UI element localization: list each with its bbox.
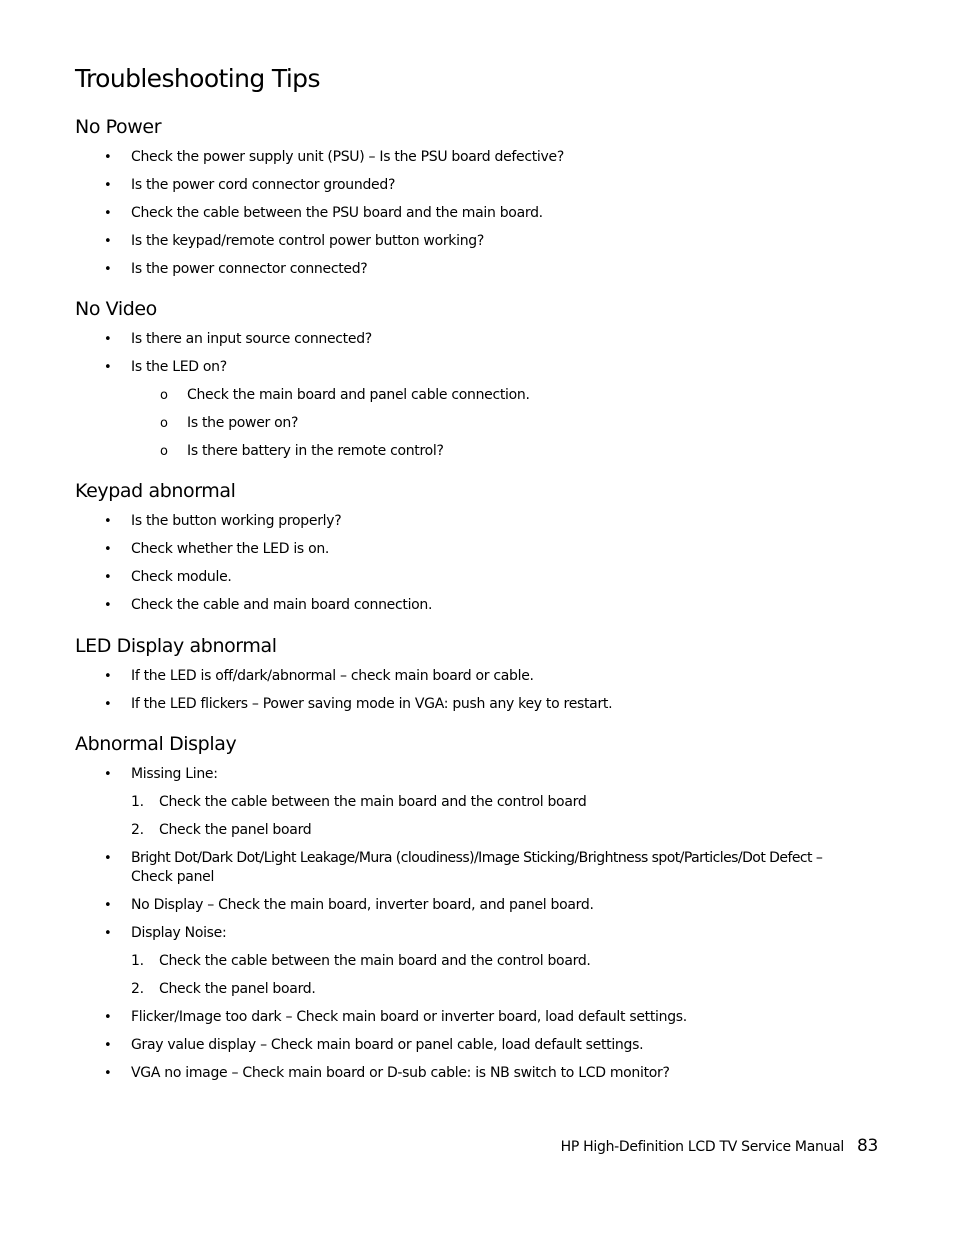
list-item: Is the LED on? — [131, 359, 227, 375]
list-item: Missing Line: — [131, 766, 218, 782]
step-number: 2. — [131, 981, 144, 997]
step-number: 2. — [131, 822, 144, 838]
bullet: • — [104, 898, 112, 913]
list-item: Check module. — [131, 569, 232, 585]
bullet: • — [104, 851, 112, 866]
bullet: • — [104, 234, 112, 249]
section-heading-led-display-abnormal: LED Display abnormal — [75, 635, 277, 657]
bullet: • — [104, 542, 112, 557]
section-heading-no-power: No Power — [75, 116, 162, 138]
bullet: • — [104, 767, 112, 782]
footer-manual-name: HP High-Definition LCD TV Service Manual — [560, 1139, 844, 1155]
list-item: Gray value display – Check main board or panel cable, load default settings. — [131, 1037, 644, 1053]
list-item: Display Noise: — [131, 925, 227, 941]
step-text: Check the cable between the main board and the control board — [159, 794, 587, 810]
bullet: • — [104, 206, 112, 221]
list-item: Bright Dot/Dark Dot/Light Leakage/Mura (cloudiness)/Image Sticking/Brightness spot/Particles/Dot Defect – — [131, 850, 823, 866]
sub-list-item: Check the main board and panel cable connection. — [187, 387, 530, 403]
bullet: • — [104, 697, 112, 712]
section-heading-keypad-abnormal: Keypad abnormal — [75, 480, 236, 502]
page-title: Troubleshooting Tips — [75, 64, 320, 93]
sub-bullet: o — [160, 416, 168, 431]
list-item: Check the cable and main board connection. — [131, 597, 433, 613]
list-item-continuation: Check panel — [131, 869, 215, 885]
list-item: Check the cable between the PSU board and the main board. — [131, 205, 543, 221]
list-item: Check the power supply unit (PSU) – Is the PSU board defective? — [131, 149, 564, 165]
list-item: Is there an input source connected? — [131, 331, 372, 347]
bullet: • — [104, 570, 112, 585]
step-text: Check the cable between the main board and the control board. — [159, 953, 591, 969]
bullet: • — [104, 1010, 112, 1025]
bullet: • — [104, 1038, 112, 1053]
bullet: • — [104, 514, 112, 529]
bullet: • — [104, 669, 112, 684]
step-text: Check the panel board — [159, 822, 312, 838]
sub-bullet: o — [160, 388, 168, 403]
list-item: If the LED flickers – Power saving mode in VGA: push any key to restart. — [131, 696, 613, 712]
step-number: 1. — [131, 953, 144, 969]
bullet: • — [104, 332, 112, 347]
section-heading-no-video: No Video — [75, 298, 157, 320]
section-heading-abnormal-display: Abnormal Display — [75, 733, 237, 755]
list-item: VGA no image – Check main board or D-sub cable: is NB switch to LCD monitor? — [131, 1065, 670, 1081]
list-item: Check whether the LED is on. — [131, 541, 330, 557]
page-number: 83 — [857, 1136, 879, 1156]
sub-bullet: o — [160, 444, 168, 459]
list-item: Is the button working properly? — [131, 513, 342, 529]
bullet: • — [104, 178, 112, 193]
bullet: • — [104, 926, 112, 941]
list-item: Flicker/Image too dark – Check main board or inverter board, load default settings. — [131, 1009, 687, 1025]
sub-list-item: Is the power on? — [187, 415, 299, 431]
step-number: 1. — [131, 794, 144, 810]
bullet: • — [104, 262, 112, 277]
step-text: Check the panel board. — [159, 981, 316, 997]
bullet: • — [104, 150, 112, 165]
list-item: Is the power cord connector grounded? — [131, 177, 396, 193]
list-item: No Display – Check the main board, inverter board, and panel board. — [131, 897, 594, 913]
list-item: Is the keypad/remote control power button working? — [131, 233, 484, 249]
sub-list-item: Is there battery in the remote control? — [187, 443, 444, 459]
list-item: If the LED is off/dark/abnormal – check main board or cable. — [131, 668, 534, 684]
bullet: • — [104, 1066, 112, 1081]
bullet: • — [104, 360, 112, 375]
list-item: Is the power connector connected? — [131, 261, 368, 277]
bullet: • — [104, 598, 112, 613]
